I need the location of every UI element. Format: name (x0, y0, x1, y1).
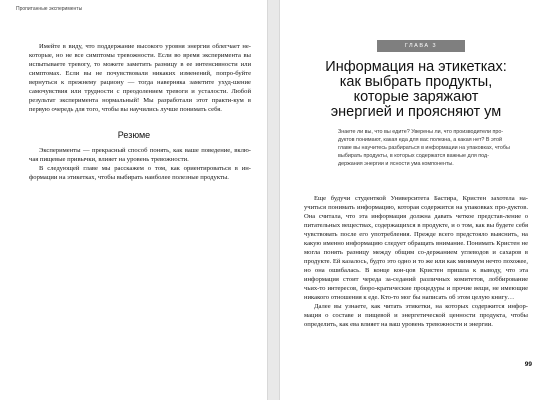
chapter-intro: Знаете ли вы, что вы едите? Уверены ли, что производители про-дуктов понимают, какая еда для вас полезна, а какая нет? В этой главе вы научитесь разбираться в информации на упаковках, чтобы выбирать продукты, в которых содержатся важные для под-держания энергии и ясности ума компоненты. (338, 129, 510, 167)
left-bottom-text (29, 146, 251, 182)
section-title: Резюме (117, 130, 151, 140)
chapter-title-line: которые заряжают (353, 89, 479, 105)
paragraph: Еще будучи студенткой Университета Бастира, Кристен захотела на-учиться понимать информацию, которая содержится на упаковках про-дуктов. Она считала, что эта информация должна давать четкое представ-ление о питательных веществах, содержащихся в продукте, и о том, как вы будете себя чувствовать после его употребления. Прежде всего предстояло выяснить, на какую именно информацию следует обращать внимание. Понимать Кристен не могла понять разницу между общим со-держанием углеводов и сахаров в продукте. Ей казалось, будто это одно и то же или как минимум нечто похожее, но она ошибалась. В конце кон-цов Кристен пришла к выводу, что эта информация стоит череда за-седаний различных комитетов, лоббирование чьих-то интересов, бюро-кратические процедуры и прочие вещи, не имеющие никакого отношения к еде. Кто-то мог бы написать об этом целую книгу… (304, 195, 528, 301)
paragraph: В следующей главе мы расскажем о том, как ориентироваться в ин-формации на этикетках, чтобы выбирать наиболее полезные продукты. (29, 165, 251, 181)
chapter-title-line: как выбрать продукты, (339, 74, 493, 90)
chapter-title-line: Информация на этикетках: (325, 59, 507, 75)
right-page (279, 0, 550, 400)
paragraph: Имейте в виду, что поддержание высокого уровня энергии облегчает не-которые, но не все симптомы тревожности. Если во время эксперимента вы испытываете тревогу, то можете заметить разницу в ее интенсивности или симптомах. Если вы не почувствовали никаких изменений, попро-буйте вернуться к прежнему рациону — тогда наверняка заметите ухуд-шение самочувствия или трудности с преодолением тревоги и усталости. Любой результат эксперимента нормальный! Мы разработали этот практи-кум в первую очередь для того, чтобы вы научились лучше понимать себя. (29, 43, 251, 113)
paragraph: Эксперименты — прекрасный способ понять, как ваше поведение, вклю-чая пищевые привычки, влияет на уровень тревожности. (29, 147, 251, 163)
chapter-title (294, 60, 538, 120)
right-body-text (304, 194, 528, 329)
chapter-label: ГЛАВА 3 (377, 40, 465, 52)
page-number: 99 (524, 361, 532, 368)
left-page (0, 0, 268, 400)
paragraph: Далее вы узнаете, как читать этикетки, на которых содержится инфор-мация о составе и пищевой и энергетической ценности продукта, чтобы определить, как ева влияет на ваш уровень тревожности и энергии. (304, 303, 528, 328)
chapter-title-line: энергией и проясняют ум (330, 104, 502, 120)
running-head: Пропитанные эксперименты (16, 6, 83, 12)
left-top-text (29, 42, 251, 114)
